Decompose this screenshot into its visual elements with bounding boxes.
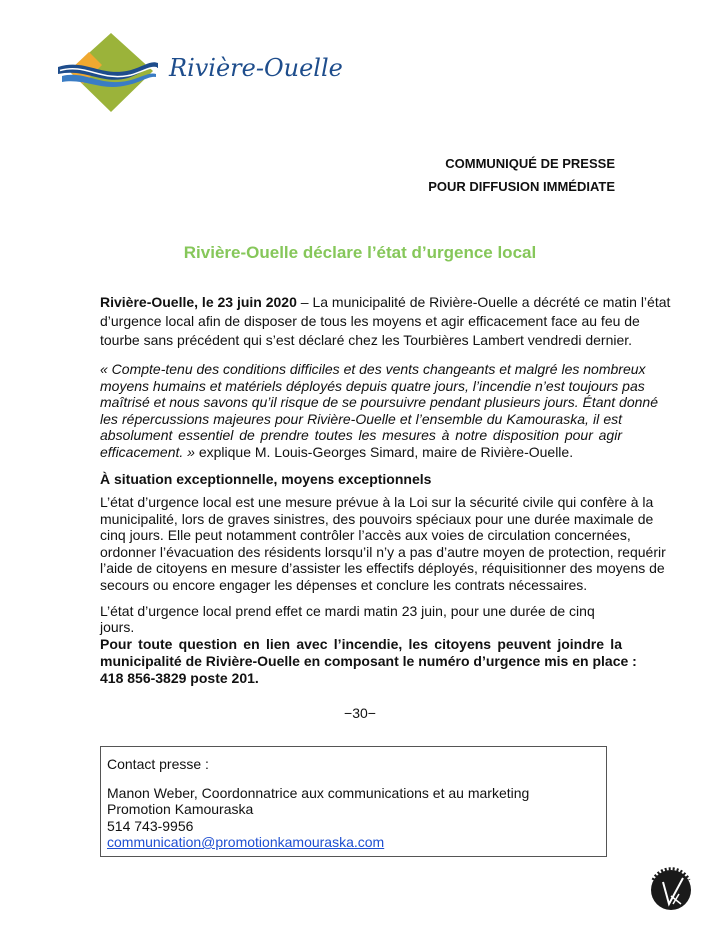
paragraph-line: cinq jours. Elle peut notamment contrôler l’accès aux voies de circulation concernées, bbox=[100, 527, 631, 544]
logo-text: Rivière-Ouelle bbox=[169, 54, 343, 82]
paragraph-line: l’aide de citoyens en mesure d’assister les effectifs déployés, réquisitionner des moyens de bbox=[100, 560, 665, 577]
quote-attribution: explique M. Louis-Georges Simard, maire de Rivière-Ouelle. bbox=[194, 443, 574, 460]
kamouraska-logo-icon bbox=[643, 860, 699, 916]
press-contact-box bbox=[100, 746, 607, 857]
emergency-phone: 418 856-3829 poste 201. bbox=[100, 670, 259, 686]
quote-end: efficacement. » bbox=[100, 443, 195, 460]
effective-date-paragraph: L’état d’urgence local prend effet ce mardi matin 23 juin, pour une durée de cinq jours. bbox=[100, 603, 595, 635]
contact-phone: 514 743-9956 bbox=[107, 817, 194, 834]
paragraph-line: Pour toute question en lien avec l’incendie, les citoyens peuvent joindre la bbox=[100, 636, 622, 652]
header-line-2: POUR DIFFUSION IMMÉDIATE bbox=[428, 179, 615, 194]
end-mark: −30− bbox=[344, 705, 376, 721]
paragraph-line: ordonner l’évacuation des résidents lorsqu’il n’y a pas d’autre moyen de protection, requérir bbox=[100, 543, 666, 560]
document-title: Rivière-Ouelle déclare l’état d’urgence local bbox=[183, 243, 537, 262]
quote-line: maîtrisé et nous savons qu’il risque de se poursuivre pendant plusieurs jours. Étant donné bbox=[100, 394, 658, 411]
contact-email-link[interactable]: communication@promotionkamouraska.com bbox=[107, 834, 385, 850]
paragraph-line: – La municipalité de Rivière-Ouelle a décrété ce matin l’état bbox=[296, 294, 671, 310]
paragraph-line: L’état d’urgence local est une mesure prévue à la Loi sur la sécurité civile qui confère à la bbox=[100, 494, 654, 510]
riviere-ouelle-logo bbox=[56, 30, 343, 118]
paragraph-line: d’urgence local afin de disposer de tous les moyens et agir efficacement face au feu de bbox=[100, 313, 640, 329]
explanation-paragraph bbox=[100, 494, 666, 594]
intro-paragraph bbox=[100, 293, 671, 350]
quote-line: les répercussions majeures pour Rivière-Ouelle et l’ensemble du Kamouraska, il est bbox=[100, 410, 622, 427]
quote-line: moyens humains et matériels déployés depuis quatre jours, l’incendie n’est toujours pas bbox=[100, 377, 645, 394]
mayor-quote bbox=[100, 361, 658, 461]
dateline: Rivière-Ouelle, le 23 juin 2020 bbox=[100, 294, 297, 310]
header-line-1: COMMUNIQUÉ DE PRESSE bbox=[445, 156, 615, 171]
contact-info-paragraph bbox=[100, 636, 637, 687]
contact-organization: Promotion Kamouraska bbox=[107, 801, 254, 817]
contact-label: Contact presse : bbox=[107, 756, 209, 772]
paragraph-line: municipalité de Rivière-Ouelle en composant le numéro d’urgence mis en place : bbox=[100, 653, 637, 669]
paragraph-line: municipalité, lors de graves sinistres, des pouvoirs spéciaux pour une durée maximale de bbox=[100, 510, 654, 527]
contact-name: Manon Weber, Coordonnatrice aux communications et au marketing bbox=[107, 784, 530, 801]
quote-line: « Compte-tenu des conditions difficiles et des vents changeants et malgré les nombreux bbox=[100, 361, 646, 377]
subheading: À situation exceptionnelle, moyens exceptionnels bbox=[100, 471, 432, 487]
quote-line: absolument essentiel de prendre toutes les mesures à notre disposition pour agir bbox=[100, 427, 622, 444]
press-release-header bbox=[428, 152, 615, 198]
paragraph-line: secours ou encore engager les dépenses et conclure les contrats nécessaires. bbox=[100, 576, 588, 593]
le-kamouraska-watermark bbox=[643, 860, 699, 919]
paragraph-line: tourbe sans précédent qui s’est déclaré chez les Tourbières Lambert vendredi dernier. bbox=[100, 332, 633, 348]
